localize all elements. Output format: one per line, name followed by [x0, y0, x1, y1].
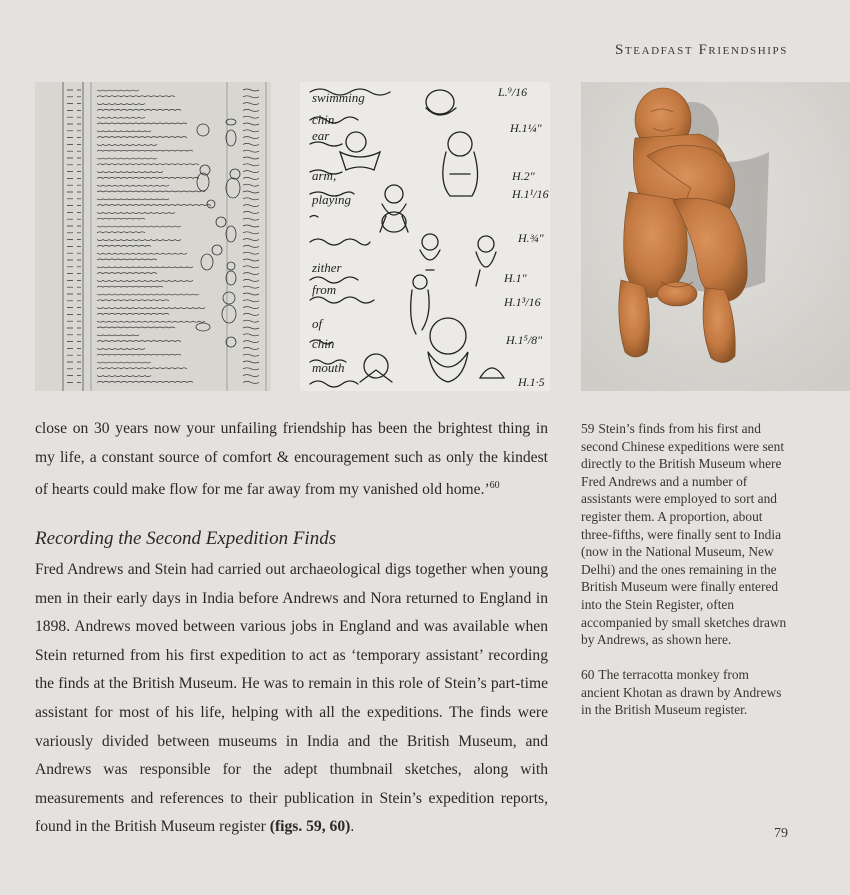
sketch-measurement-label: H.1¼" [510, 121, 542, 135]
para1-text: close on 30 years now your unfailing friendship has been the brightest thing in my life, a constant source of comfort & encouragement such as only the kindest of hearts could make flow for me far away from my vanished old home.’ [35, 420, 548, 499]
sketch-measurement-label: H.1⁵/8" [506, 333, 543, 347]
figure-reference: (figs. 59, 60) [269, 818, 351, 836]
sketch-handwritten-word: swimming [312, 90, 365, 105]
caption-fig-60 [581, 666, 789, 719]
para2-end: . [350, 818, 355, 836]
sketch-measurement-label: H.2" [512, 169, 535, 183]
body-paragraph-1 [35, 415, 548, 505]
terracotta-monkey-image [581, 82, 850, 391]
sketch-measurement-label: H.1³/16 [504, 295, 541, 309]
sketch-handwritten-word: arm, [312, 168, 337, 183]
section-heading: Recording the Second Expedition Finds [35, 528, 337, 549]
sketch-measurement-label: H.1·5 [518, 375, 545, 389]
caption-60-text: The terracotta monkey from ancient Khotan as drawn by Andrews in the British Museum register. [581, 667, 782, 718]
body-paragraph-2 [35, 556, 548, 842]
sketch-handwritten-word: from [312, 282, 337, 297]
sketch-handwritten-word: mouth [312, 360, 345, 375]
sketch-measurement-label: H.¾" [518, 231, 544, 245]
sketch-detail-image [300, 82, 550, 391]
sketch-measurement-label: L.⁹/16 [498, 85, 528, 99]
caption-59-text: Stein’s finds from his first and second Chinese expeditions were sent directly to the British Museum where Fred Andrews and a number of assistants were employed to sort and register them. A proportion, about three-fifths, were finally sent to India (now in the National Museum, New Delhi) and the ones remaining in the British Museum were finally entered into the Stein Register, often accompanied by small sketches drawn by Andrews, as shown here. [581, 421, 787, 648]
sketch-handwritten-word: zither [312, 260, 342, 275]
sketch-measurement-label: H.1¹/16 [512, 187, 549, 201]
sketch-handwritten-word: ear [312, 128, 330, 143]
caption-fig-59 [581, 420, 789, 649]
sketch-handwritten-word: chin [312, 336, 335, 351]
sketch-handwritten-word: of [312, 316, 323, 331]
caption-59-number: 59 [581, 421, 595, 436]
caption-60-number: 60 [581, 667, 595, 682]
footnote-ref-60: 60 [489, 480, 500, 492]
sketch-measurement-label: H.1" [504, 271, 527, 285]
register-page-image [35, 82, 271, 391]
sketch-handwritten-word: playing [312, 192, 351, 207]
running-head: Steadfast Friendships [614, 42, 788, 58]
page-number: 79 [774, 826, 788, 841]
sketch-handwritten-word: chin. [312, 112, 338, 127]
para2-text: Fred Andrews and Stein had carried out archaeological digs together when young men in their early days in India before Andrews and Nora returned to England in 1898. Andrews moved between various jobs in England and was available when Stein returned from his first expedition to act as ‘temporary assistant’ recording the finds at the British Museum. He was to remain in this role of Stein’s part-time assistant for most of his life, helping with all the expeditions. The finds were variously divided between museums in India and the British Museum, and Andrews was responsible for the adept thumbnail sketches, along with measurements and references to their publication in Stein’s expedition reports, found in the British Museum register [35, 561, 548, 836]
